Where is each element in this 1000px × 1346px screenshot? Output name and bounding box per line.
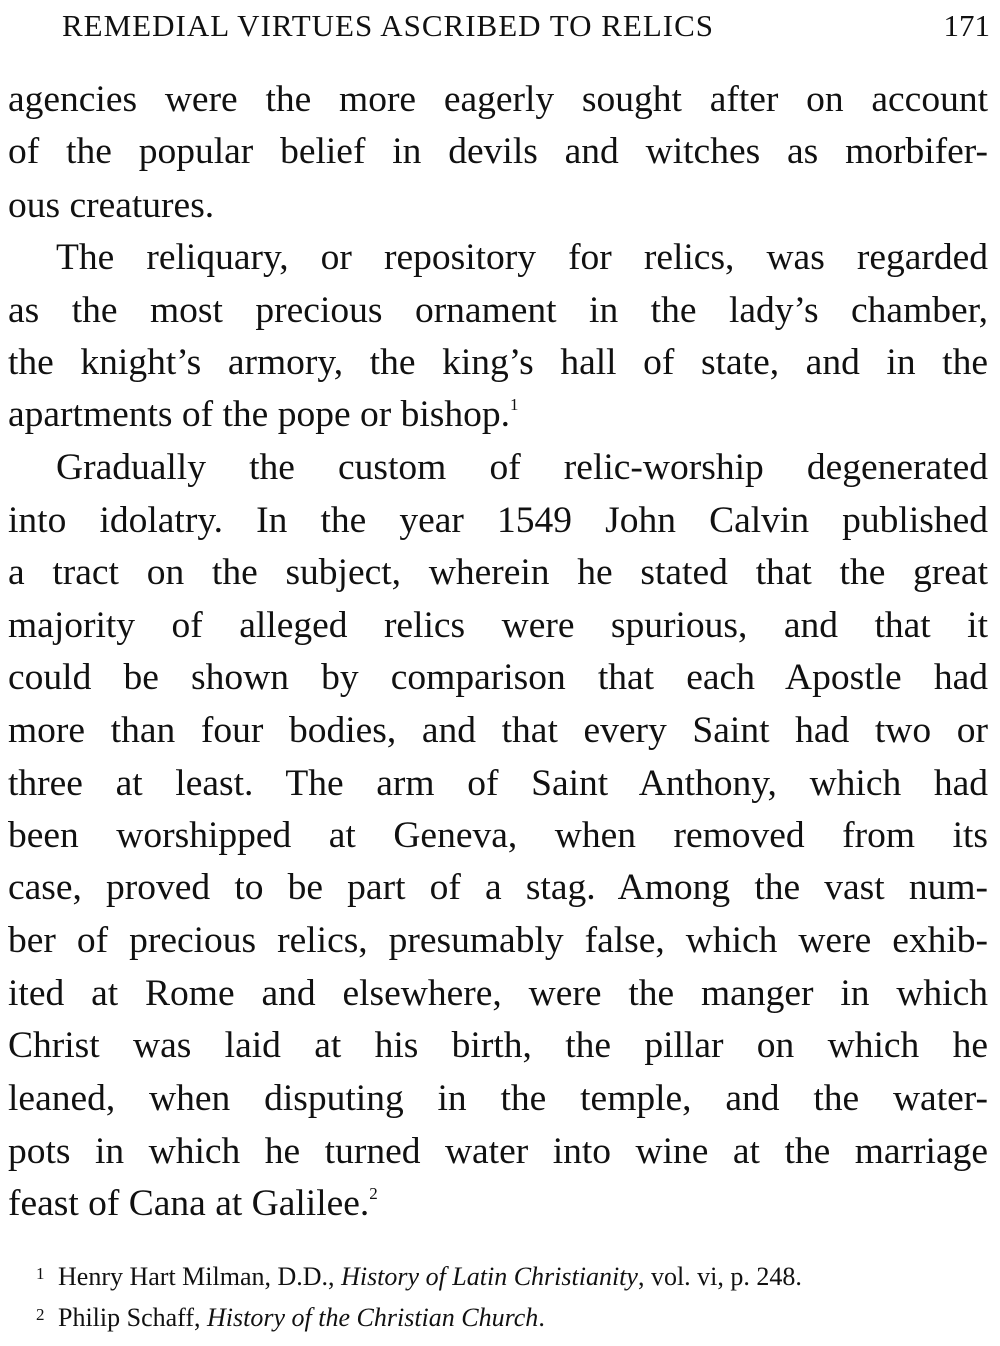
- text-line: [8, 389, 988, 441]
- text-line: could be shown by comparison that each Apostle had: [8, 657, 988, 698]
- page-number: 171: [943, 8, 990, 43]
- text-line: leaned, when disputing in the temple, and the water-: [8, 1078, 988, 1119]
- text-line: more than four bodies, and that every Saint had two or: [8, 710, 988, 751]
- footnote-rest: .: [538, 1303, 545, 1332]
- text-line: been worshipped at Geneva, when removed from its: [8, 815, 988, 856]
- text-line-content: apartments of the pope or bishop.: [8, 394, 510, 435]
- text-line: of the popular belief in devils and witches as morbifer-: [8, 131, 988, 172]
- footnote-ref: 1: [509, 395, 519, 414]
- text-line: the knight’s armory, the king’s hall of state, and in the: [8, 342, 988, 383]
- footnote-author: Philip Schaff,: [58, 1303, 208, 1332]
- text-line: as the most precious ornament in the lady’s chamber,: [8, 290, 988, 331]
- footnote-rest: , vol. vi, p. 248.: [637, 1262, 802, 1291]
- footnote-number: 1: [36, 1264, 45, 1283]
- text-line: Christ was laid at his birth, the pillar on which he: [8, 1025, 988, 1066]
- text-line: ous creatures.: [8, 185, 215, 226]
- running-head: REMEDIAL VIRTUES ASCRIBED TO RELICS: [62, 8, 715, 43]
- text-line: Gradually the custom of relic-worship degenerated: [56, 447, 988, 488]
- text-line: ited at Rome and elsewhere, were the manger in which: [8, 973, 988, 1014]
- footnote-title: History of the Christian Church: [207, 1303, 539, 1332]
- text-line: into idolatry. In the year 1549 John Calvin published: [8, 500, 988, 541]
- text-line-content: feast of Cana at Galilee.: [8, 1183, 370, 1224]
- footnote: [36, 1262, 802, 1292]
- footnote-number: 2: [36, 1305, 45, 1324]
- footnote-ref: 2: [369, 1184, 378, 1203]
- text-line: three at least. The arm of Saint Anthony, which had: [8, 763, 988, 804]
- footnote-author: Henry Hart Milman, D.D.,: [58, 1262, 342, 1291]
- text-line: pots in which he turned water into wine at the marriage: [8, 1131, 988, 1172]
- text-line: majority of alleged relics were spurious, and that it: [8, 605, 988, 646]
- text-line: [8, 1178, 988, 1230]
- text-line: agencies were the more eagerly sought after on account: [8, 79, 988, 120]
- page-header: [62, 8, 990, 48]
- footnote: [36, 1303, 545, 1333]
- text-line: The reliquary, or repository for relics, was regarded: [56, 237, 988, 278]
- text-line: a tract on the subject, wherein he stated that the great: [8, 552, 988, 593]
- text-line: ber of precious relics, presumably false, which were exhib-: [8, 920, 988, 961]
- text-line: case, proved to be part of a stag. Among the vast num-: [8, 867, 988, 908]
- footnote-title: History of Latin Christianity: [341, 1262, 638, 1291]
